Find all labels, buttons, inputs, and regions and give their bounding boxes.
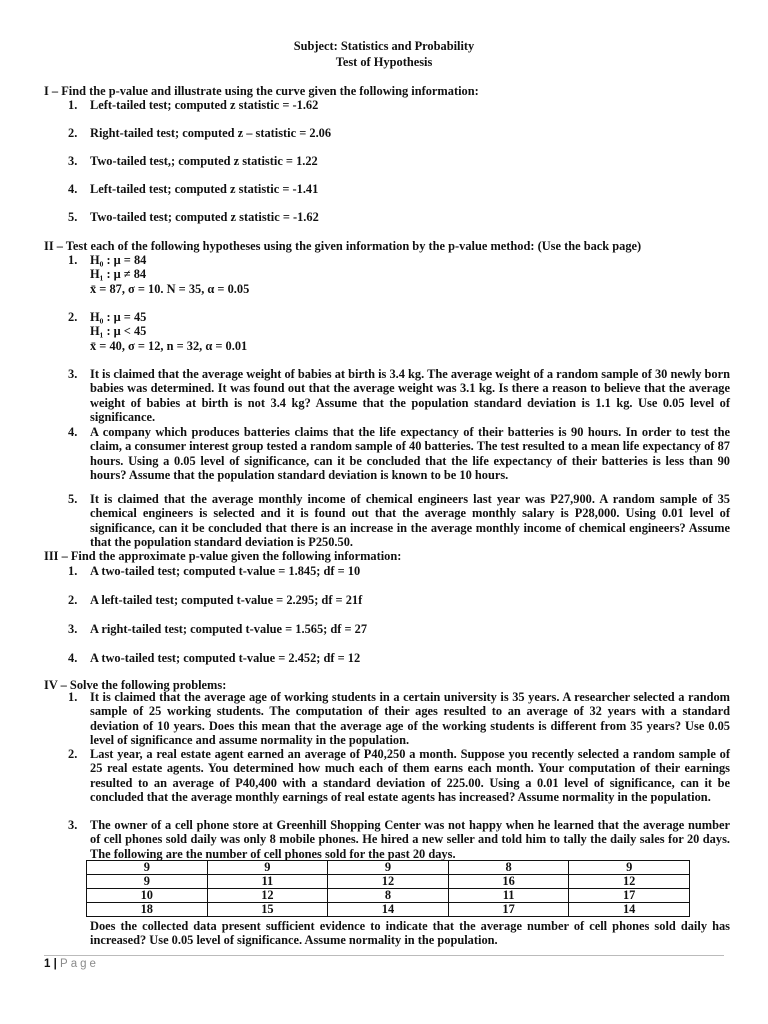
cell-phone-sales-table	[86, 860, 690, 917]
part1-item-2: 2. Right-tailed test; computed z – statistic = 2.06	[68, 126, 332, 140]
part1-item-3: 3. Two-tailed test,; computed z statistic = 1.22	[68, 154, 318, 168]
table-cell: 8	[448, 861, 569, 875]
part4-item-3: 3. The owner of a cell phone store at Greenhill Shopping Center was not happy when he learned that the average number of cell phones sold daily was only 8 mobile phones. He hired a new seller and told him to tally the daily sales for 20 days. The following are the number of cell phones sold for the past 20 days.	[68, 818, 730, 861]
part3-heading: III – Find the approximate p-value given the following information:	[44, 549, 402, 563]
table-cell: 9	[207, 861, 328, 875]
table-cell: 11	[207, 875, 328, 889]
table-cell: 12	[569, 875, 690, 889]
part2-item-1: 1. H₀ : μ = 84 H₁ : μ ≠ 84 x̄ = 87, σ = 10. N = 35, α = 0.05	[68, 253, 730, 296]
part3-item-1: 1. A two-tailed test; computed t-value = 1.845; df = 10	[68, 564, 361, 578]
part2-item-4: 4. A company which produces batteries claims that the life expectancy of their batteries is 90 hours. In order to test the claim, a consumer interest group tested a random sample of 40 batteries. The test resulted to a mean life expectancy of 87 hours. Using a 0.05 level of significance, can it be concluded that the life expectancy of their batteries is less than 90 hours? Assume that the population standard deviation is known to be 10 hours.	[68, 425, 730, 483]
document-header	[0, 39, 768, 70]
part1-item-1: 1. Left-tailed test; computed z statistic = -1.62	[68, 98, 319, 112]
table-cell: 8	[328, 889, 449, 903]
table-cell: 15	[207, 903, 328, 917]
table-cell: 9	[569, 861, 690, 875]
part3-item-2: 2. A left-tailed test; computed t-value = 2.295; df = 21f	[68, 593, 363, 607]
part3-item-3: 3. A right-tailed test; computed t-value = 1.565; df = 27	[68, 622, 368, 636]
part2-item-5: 5. It is claimed that the average monthly income of chemical engineers last year was P27,900. A random sample of 35 chemical engineers is selected and it is found out that the average monthly salary is P28,000. Using 0.01 level of significance, can it be concluded that there is an increase in the average monthly income of chemical engineers? Assume that the population standard deviation is P250.50.	[68, 492, 730, 550]
table-cell: 17	[448, 903, 569, 917]
subject-title: Subject: Statistics and Probability	[293, 39, 475, 53]
footer-divider	[44, 955, 724, 956]
null-hypothesis: H₀ : μ = 84	[90, 253, 147, 267]
table-row	[87, 889, 690, 903]
part1-item-4: 4. Left-tailed test; computed z statistic = -1.41	[68, 182, 319, 196]
part4-item-2: 2. Last year, a real estate agent earned an average of P40,250 a month. Suppose you recently selected a random sample of 25 real estate agents. You determined how much each of them earns each month. Your computation of their earnings resulted to an average of P40,400 with a standard deviation of 225.00. Using a 0.01 level of significance, can it be concluded that the average monthly earnings of real estate agents has increased? Assume normality in the population.	[68, 747, 730, 805]
page-footer	[44, 957, 99, 971]
part4-item-1: 1. It is claimed that the average age of working students in a certain university is 35 years. A researcher selected a random sample of 25 working students. The computation of their ages resulted to an average of 32 years with a standard deviation of 10 years. Does this mean that the average age of the working students is different from 35 years? Use 0.05 level of significance and assume normality in the population.	[68, 690, 730, 748]
table-cell: 10	[87, 889, 208, 903]
table-cell: 17	[569, 889, 690, 903]
part2-heading: II – Test each of the following hypotheses using the given information by the p-value method: (Use the back page)	[44, 239, 642, 253]
null-hypothesis: H₀ : μ = 45	[90, 310, 147, 324]
topic-title: Test of Hypothesis	[335, 54, 433, 69]
page-label: Page	[60, 958, 99, 970]
table-cell: 12	[207, 889, 328, 903]
page-number: 1	[44, 958, 51, 970]
part1-item-5: 5. Two-tailed test; computed z statistic = -1.62	[68, 210, 319, 224]
part2-item-3: 3. It is claimed that the average weight of babies at birth is 3.4 kg. The average weight of a random sample of 30 newly born babies was determined. It was found out that the average weight was 3.1 kg. Is there a reason to believe that the average weight of babies at birth is not 3.4 kg? Assume that the population standard deviation is 1.1 kg. Use 0.05 level of significance.	[68, 367, 730, 425]
table-cell: 18	[87, 903, 208, 917]
alt-hypothesis: H₁ : μ ≠ 84	[90, 267, 147, 282]
alt-hypothesis: H₁ : μ < 45	[90, 324, 147, 339]
table-cell: 14	[569, 903, 690, 917]
table-cell: 9	[87, 875, 208, 889]
table-row	[87, 861, 690, 875]
table-cell: 12	[328, 875, 449, 889]
table-row	[87, 903, 690, 917]
part3-item-4: 4. A two-tailed test; computed t-value = 2.452; df = 12	[68, 651, 361, 665]
part2-item-2: 2. H₀ : μ = 45 H₁ : μ < 45 x̄ = 40, σ = 12, n = 32, α = 0.01	[68, 310, 730, 353]
table-cell: 9	[87, 861, 208, 875]
table-row	[87, 875, 690, 889]
part1-heading: I – Find the p-value and illustrate using the curve given the following information:	[44, 84, 479, 98]
given-values: x̄ = 87, σ = 10. N = 35, α = 0.05	[90, 281, 250, 296]
table-cell: 16	[448, 875, 569, 889]
footer-separator: |	[53, 958, 57, 970]
part4-heading: IV – Solve the following problems:	[44, 678, 227, 692]
table-cell: 11	[448, 889, 569, 903]
table-cell: 9	[328, 861, 449, 875]
given-values: x̄ = 40, σ = 12, n = 32, α = 0.01	[90, 338, 248, 353]
table-cell: 14	[328, 903, 449, 917]
table-question: Does the collected data present sufficient evidence to indicate that the average number of cell phones sold daily has increased? Use 0.05 level of significance. Assume normality in the population.	[90, 919, 730, 948]
